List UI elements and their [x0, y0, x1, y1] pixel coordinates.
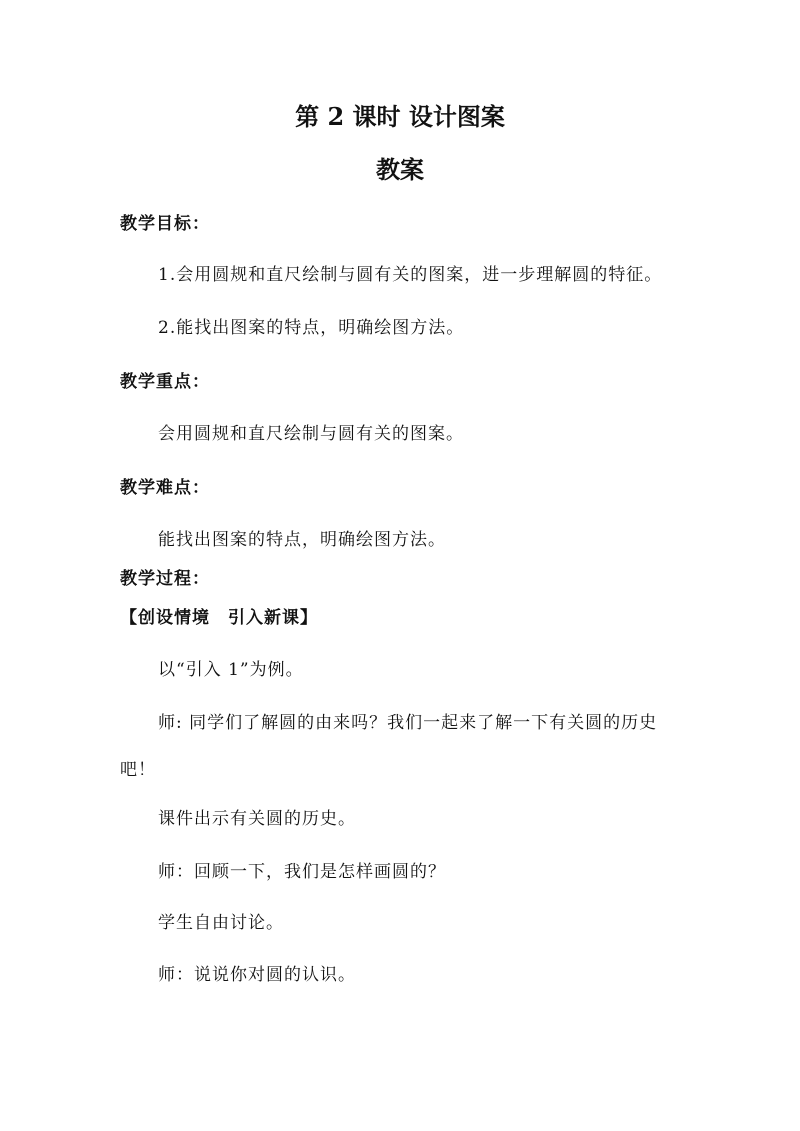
difficulties-text: 能找出图案的特点，明确绘图方法。 — [158, 530, 446, 550]
process-heading: 教学过程： — [120, 569, 210, 589]
body-paragraph: 师：说说你对圆的认识。 — [158, 965, 356, 985]
objective-item: 1.会用圆规和直尺绘制与圆有关的图案，进一步理解圆的特征。 — [158, 265, 663, 285]
difficulties-heading: 教学难点： — [120, 478, 210, 498]
objectives-heading: 教学目标： — [120, 214, 210, 234]
key-points-heading: 教学重点： — [120, 372, 210, 392]
objective-item: 2.能找出图案的特点，明确绘图方法。 — [158, 318, 465, 338]
body-paragraph: 课件出示有关圆的历史。 — [158, 809, 356, 829]
body-paragraph: 师: 同学们了解圆的由来吗？我们一起来了解一下有关圆的历史 — [158, 713, 658, 733]
key-points-text: 会用圆规和直尺绘制与圆有关的图案。 — [158, 424, 464, 444]
body-paragraph: 以“引入 1”为例。 — [158, 660, 304, 680]
body-paragraph-continuation: 吧！ — [120, 760, 156, 780]
body-paragraph: 学生自由讨论。 — [158, 913, 284, 933]
document-subtitle: 教案 — [376, 155, 424, 184]
body-paragraph: 师：回顾一下，我们是怎样画圆的？ — [158, 862, 446, 882]
section-heading: 【创设情境 引入新课】 — [120, 608, 318, 628]
lesson-title: 第 2 课时 设计图案 — [295, 102, 505, 131]
